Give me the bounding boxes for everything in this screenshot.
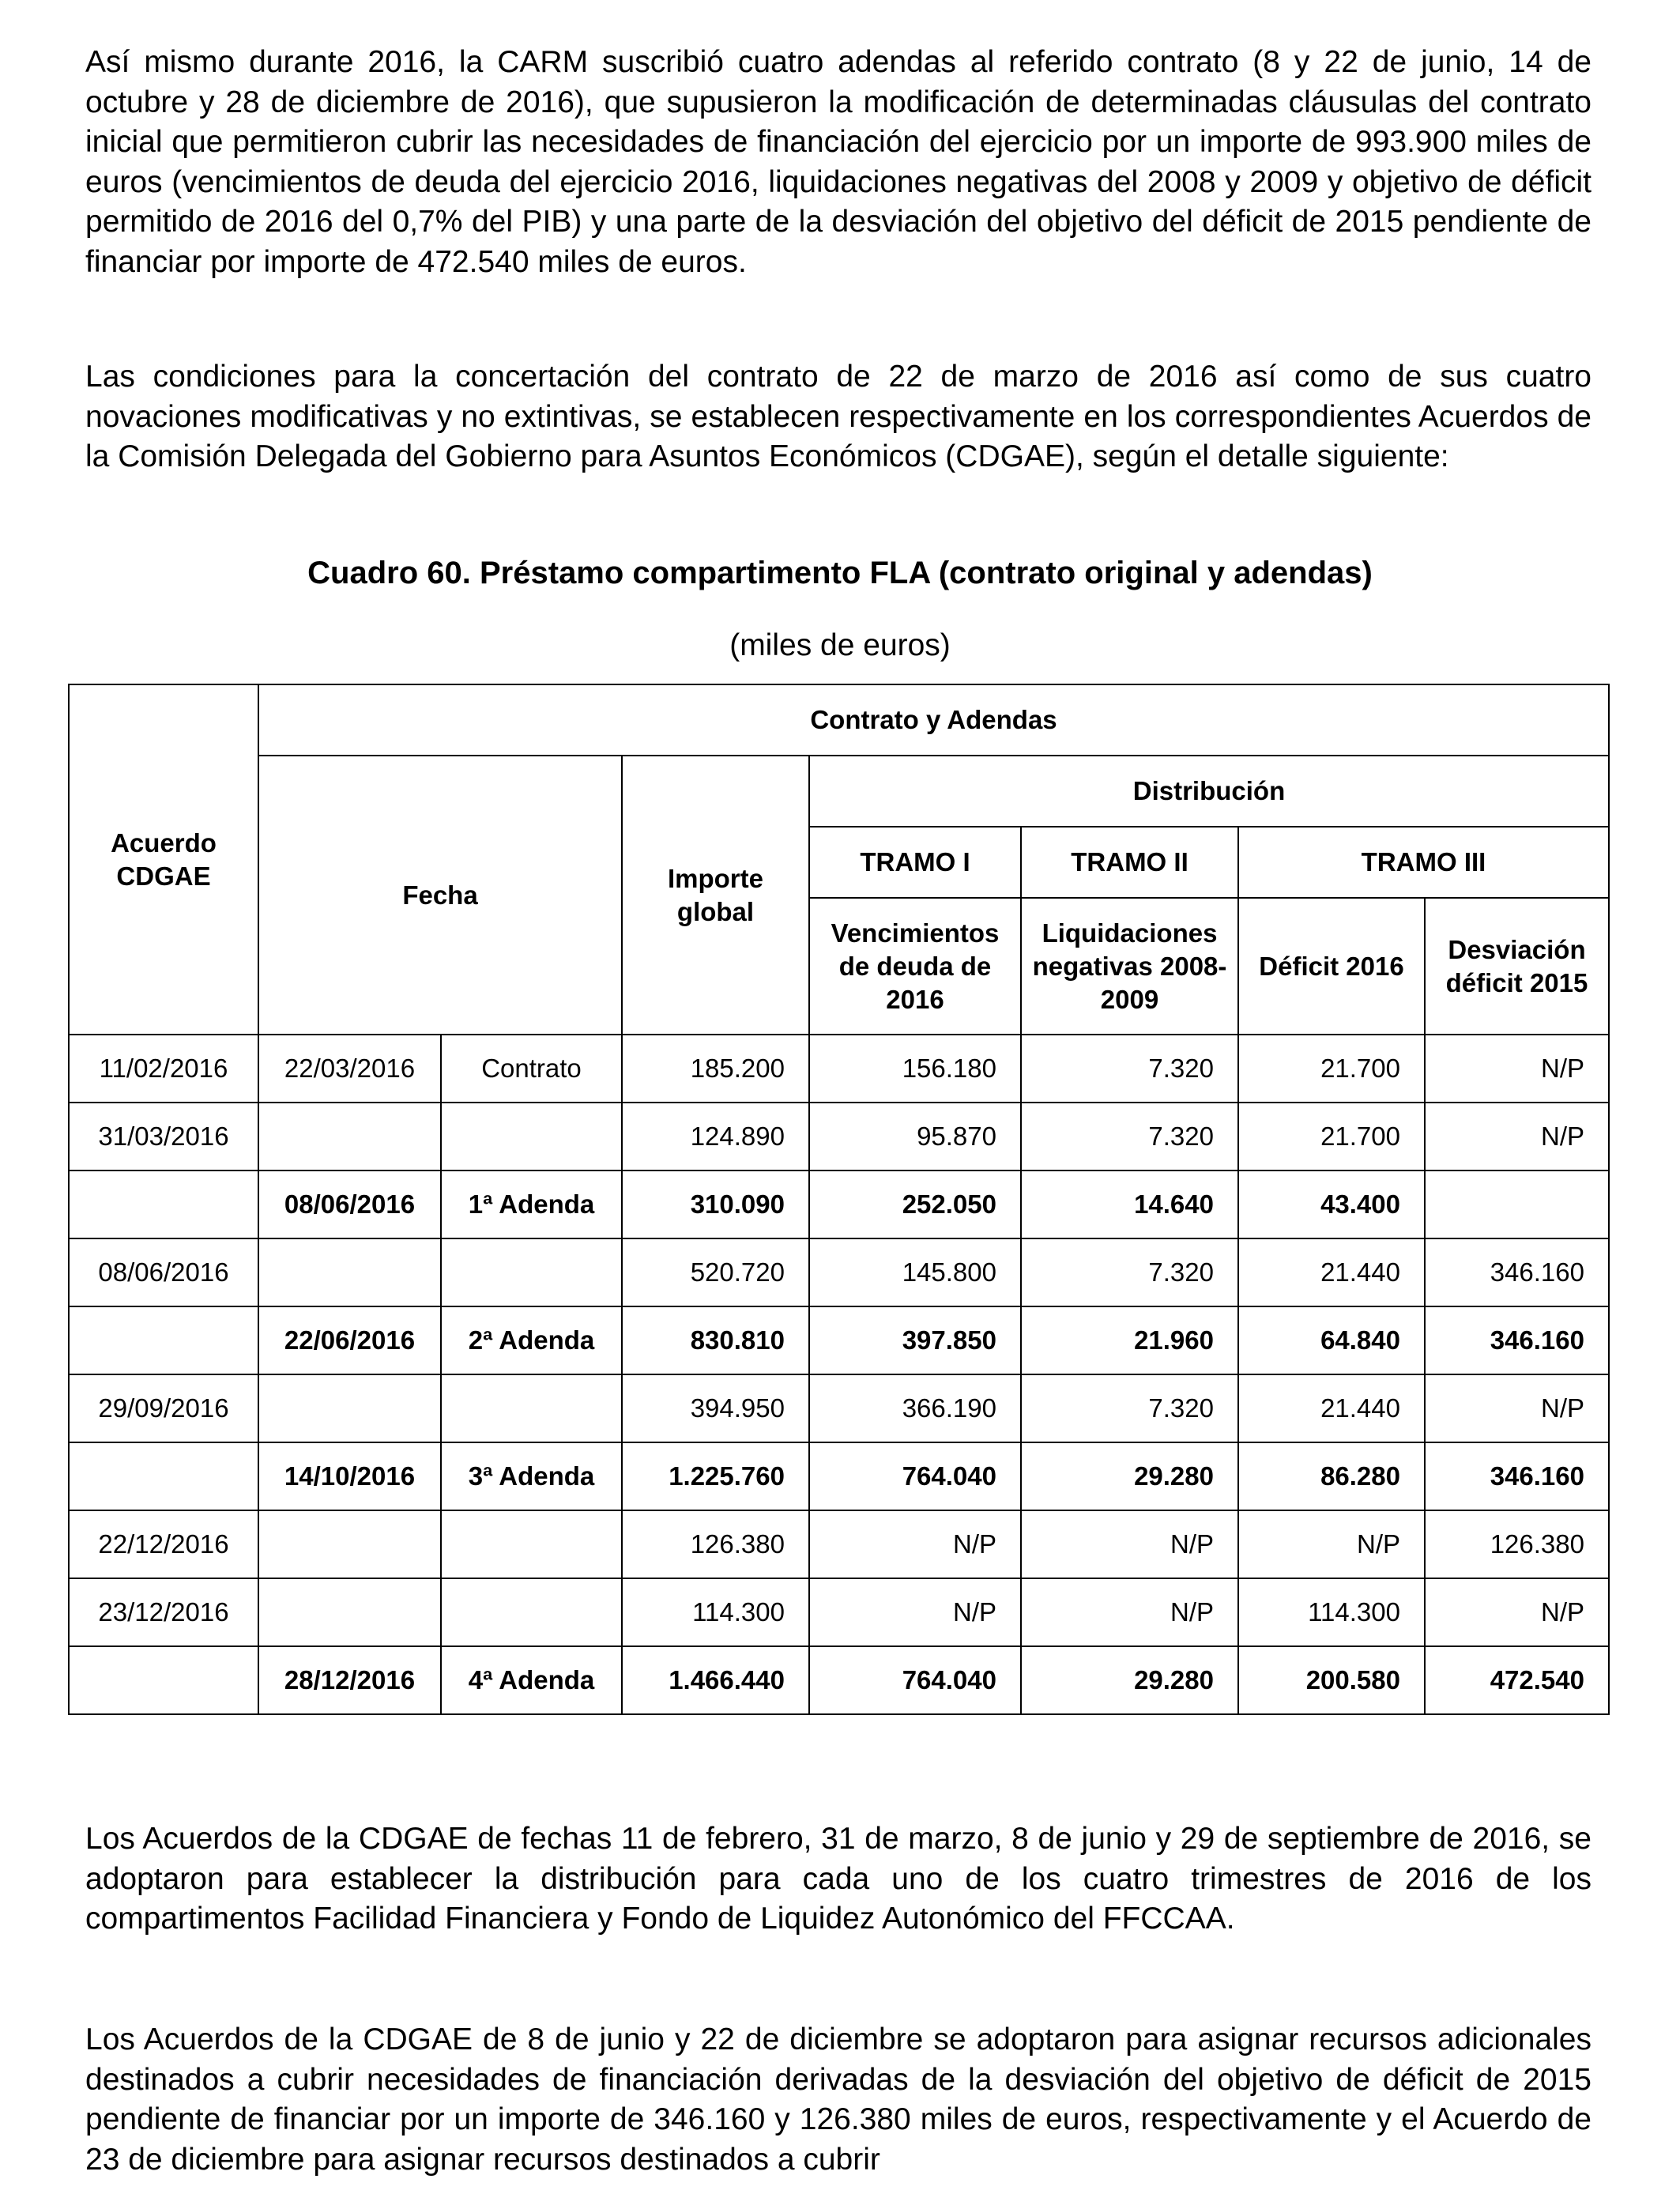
- header-deficit-2016: Déficit 2016: [1238, 898, 1425, 1035]
- table-row: [69, 1103, 1609, 1171]
- cell-deficit-2016: 21.440: [1238, 1374, 1425, 1442]
- cell-fecha: 28/12/2016: [258, 1646, 441, 1714]
- cell-importe: 124.890: [622, 1103, 809, 1171]
- header-tramo-1: TRAMO I: [809, 827, 1021, 898]
- cell-liquidaciones: 7.320: [1021, 1238, 1238, 1306]
- cell-desviacion-2015: [1425, 1171, 1609, 1238]
- cell-importe: 394.950: [622, 1374, 809, 1442]
- cell-fecha: [258, 1578, 441, 1646]
- cell-vencimientos: 145.800: [809, 1238, 1021, 1306]
- header-liquidaciones: Liquidaciones negativas 2008-2009: [1021, 898, 1238, 1035]
- table-row-adenda: [69, 1171, 1609, 1238]
- cell-tipo: [441, 1578, 622, 1646]
- cell-tipo: [441, 1374, 622, 1442]
- table-units: (miles de euros): [729, 628, 951, 662]
- cell-fecha: [258, 1238, 441, 1306]
- cell-fecha: 22/06/2016: [258, 1306, 441, 1374]
- table-row-adenda: [69, 1442, 1609, 1510]
- cell-desviacion-2015: 472.540: [1425, 1646, 1609, 1714]
- cell-desviacion-2015: N/P: [1425, 1578, 1609, 1646]
- cell-tipo: 1ª Adenda: [441, 1171, 622, 1238]
- table-title: Cuadro 60. Préstamo compartimento FLA (contrato original y adendas): [307, 556, 1373, 590]
- cell-acuerdo: 23/12/2016: [69, 1578, 258, 1646]
- cell-fecha: 08/06/2016: [258, 1171, 441, 1238]
- cell-desviacion-2015: N/P: [1425, 1374, 1609, 1442]
- cell-importe: 126.380: [622, 1510, 809, 1578]
- cell-liquidaciones: 29.280: [1021, 1442, 1238, 1510]
- cell-vencimientos: N/P: [809, 1510, 1021, 1578]
- cell-liquidaciones: 14.640: [1021, 1171, 1238, 1238]
- cell-vencimientos: 764.040: [809, 1442, 1021, 1510]
- cell-importe: 114.300: [622, 1578, 809, 1646]
- cell-desviacion-2015: N/P: [1425, 1103, 1609, 1171]
- cell-deficit-2016: 114.300: [1238, 1578, 1425, 1646]
- cell-deficit-2016: N/P: [1238, 1510, 1425, 1578]
- cell-deficit-2016: 200.580: [1238, 1646, 1425, 1714]
- cell-importe: 520.720: [622, 1238, 809, 1306]
- cell-fecha: [258, 1103, 441, 1171]
- cell-importe: 1.225.760: [622, 1442, 809, 1510]
- cell-fecha: 22/03/2016: [258, 1035, 441, 1103]
- cell-liquidaciones: N/P: [1021, 1510, 1238, 1578]
- cell-vencimientos: 156.180: [809, 1035, 1021, 1103]
- table-row-adenda: [69, 1306, 1609, 1374]
- cell-fecha: [258, 1510, 441, 1578]
- cell-acuerdo: [69, 1646, 258, 1714]
- cell-desviacion-2015: 346.160: [1425, 1306, 1609, 1374]
- header-fecha: Fecha: [258, 756, 622, 1035]
- header-tramo-3: TRAMO III: [1238, 827, 1609, 898]
- header-contrato-adendas: Contrato y Adendas: [258, 684, 1609, 756]
- cell-liquidaciones: 21.960: [1021, 1306, 1238, 1374]
- cell-acuerdo: [69, 1442, 258, 1510]
- cell-liquidaciones: N/P: [1021, 1578, 1238, 1646]
- cell-acuerdo: 31/03/2016: [69, 1103, 258, 1171]
- cell-deficit-2016: 21.700: [1238, 1103, 1425, 1171]
- cell-tipo: 2ª Adenda: [441, 1306, 622, 1374]
- cell-liquidaciones: 7.320: [1021, 1103, 1238, 1171]
- paragraph-acuerdos-distribucion: Los Acuerdos de la CDGAE de fechas 11 de febrero, 31 de marzo, 8 de junio y 29 de septiembre de 2016, se adoptaron para establecer la distribución para cada uno de los cuatro trimestres de 2016 de los compartimentos Facilidad Financiera y Fondo de Liquidez Autonómico del FFCCAA.: [85, 1822, 1591, 1936]
- cell-vencimientos: 95.870: [809, 1103, 1021, 1171]
- table-row: [69, 1510, 1609, 1578]
- cell-deficit-2016: 43.400: [1238, 1171, 1425, 1238]
- paragraph-adendas-2016: Así mismo durante 2016, la CARM suscribió cuatro adendas al referido contrato (8 y 22 de junio, 14 de octubre y 28 de diciembre de 2016), que supusieron la modificación de determinadas cláusulas del contrato inicial que permitieron cubrir las necesidades de financiación del ejercicio por un importe de 993.900 miles de euros (vencimientos de deuda del ejercicio 2016, liquidaciones negativas del 2008 y 2009 y objetivo de déficit permitido de 2016 del 0,7% del PIB) y una parte de la desviación del objetivo del déficit de 2015 pendiente de financiar por importe de 472.540 miles de euros.: [85, 45, 1591, 279]
- cell-deficit-2016: 21.700: [1238, 1035, 1425, 1103]
- cell-tipo: [441, 1238, 622, 1306]
- cell-desviacion-2015: N/P: [1425, 1035, 1609, 1103]
- fla-loan-table: [68, 684, 1610, 1715]
- cell-liquidaciones: 29.280: [1021, 1646, 1238, 1714]
- table-row: [69, 1374, 1609, 1442]
- cell-tipo: [441, 1510, 622, 1578]
- paragraph-condiciones-contrato: Las condiciones para la concertación del contrato de 22 de marzo de 2016 así como de sus cuatro novaciones modificativas y no extintivas, se establecen respectivamente en los correspondientes Acuerdos de la Comisión Delegada del Gobierno para Asuntos Económicos (CDGAE), según el detalle siguiente:: [85, 360, 1591, 473]
- header-importe-global: Importe global: [622, 756, 809, 1035]
- cell-deficit-2016: 21.440: [1238, 1238, 1425, 1306]
- cell-fecha: [258, 1374, 441, 1442]
- header-desviacion-2015: Desviación déficit 2015: [1425, 898, 1609, 1035]
- cell-tipo: 4ª Adenda: [441, 1646, 622, 1714]
- cell-acuerdo: 29/09/2016: [69, 1374, 258, 1442]
- cell-importe: 310.090: [622, 1171, 809, 1238]
- cell-acuerdo: 11/02/2016: [69, 1035, 258, 1103]
- cell-importe: 185.200: [622, 1035, 809, 1103]
- cell-vencimientos: 764.040: [809, 1646, 1021, 1714]
- cell-importe: 830.810: [622, 1306, 809, 1374]
- cell-acuerdo: [69, 1171, 258, 1238]
- header-acuerdo-cdgae: Acuerdo CDGAE: [69, 684, 258, 1035]
- cell-deficit-2016: 64.840: [1238, 1306, 1425, 1374]
- cell-vencimientos: 252.050: [809, 1171, 1021, 1238]
- cell-tipo: 3ª Adenda: [441, 1442, 622, 1510]
- cell-desviacion-2015: 126.380: [1425, 1510, 1609, 1578]
- cell-acuerdo: [69, 1306, 258, 1374]
- cell-liquidaciones: 7.320: [1021, 1374, 1238, 1442]
- header-distribucion: Distribución: [809, 756, 1609, 827]
- paragraph-acuerdos-recursos: Los Acuerdos de la CDGAE de 8 de junio y 22 de diciembre se adoptaron para asignar recursos adicionales destinados a cubrir necesidades de financiación derivadas de la desviación del objetivo de déficit de 2015 pendiente de financiar por un importe de 346.160 y 126.380 miles de euros, respectivamente y el Acuerdo de 23 de diciembre para asignar recursos destinados a cubrir: [85, 2022, 1591, 2177]
- cell-vencimientos: 397.850: [809, 1306, 1021, 1374]
- cell-vencimientos: 366.190: [809, 1374, 1021, 1442]
- table-row: [69, 1238, 1609, 1306]
- cell-desviacion-2015: 346.160: [1425, 1238, 1609, 1306]
- table-body: [69, 1035, 1609, 1714]
- header-tramo-2: TRAMO II: [1021, 827, 1238, 898]
- cell-tipo: [441, 1103, 622, 1171]
- cell-vencimientos: N/P: [809, 1578, 1021, 1646]
- header-vencimientos: Vencimientos de deuda de 2016: [809, 898, 1021, 1035]
- cell-deficit-2016: 86.280: [1238, 1442, 1425, 1510]
- cell-desviacion-2015: 346.160: [1425, 1442, 1609, 1510]
- table-row-adenda: [69, 1646, 1609, 1714]
- cell-tipo: Contrato: [441, 1035, 622, 1103]
- table-row: [69, 1035, 1609, 1103]
- cell-acuerdo: 08/06/2016: [69, 1238, 258, 1306]
- table-row: [69, 1578, 1609, 1646]
- cell-importe: 1.466.440: [622, 1646, 809, 1714]
- cell-acuerdo: 22/12/2016: [69, 1510, 258, 1578]
- cell-liquidaciones: 7.320: [1021, 1035, 1238, 1103]
- cell-fecha: 14/10/2016: [258, 1442, 441, 1510]
